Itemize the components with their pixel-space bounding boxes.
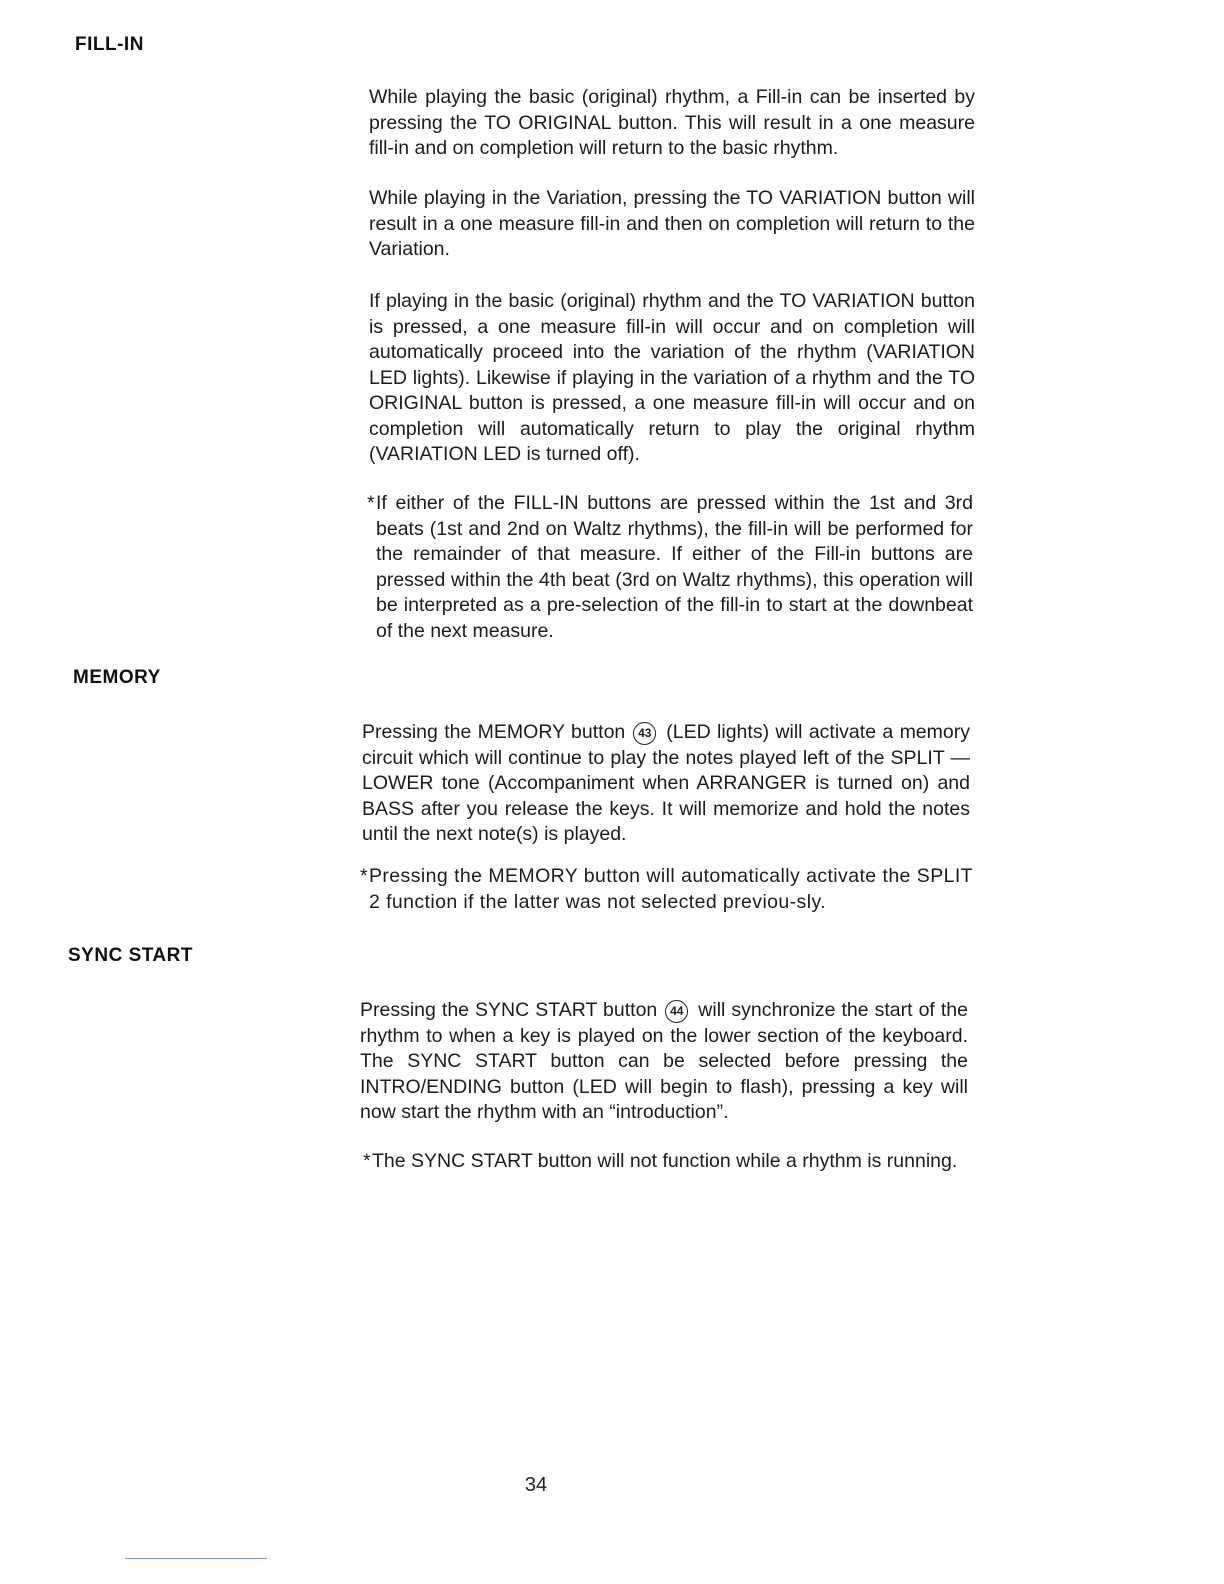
note-asterisk: * bbox=[367, 492, 375, 514]
sync-start-paragraph bbox=[360, 998, 968, 1126]
page-number: 34 bbox=[524, 1474, 548, 1496]
sync-start-heading: SYNC START bbox=[68, 945, 193, 966]
memory-heading: MEMORY bbox=[73, 667, 161, 688]
sync-start-note bbox=[354, 1149, 968, 1175]
sync-start-paragraph-end: will synchronize the start of the rhythm to when a key is played on the lower section of the keyboard. The SYNC START button can be selected before pressing the INTRO/ENDING button (LED will begin to flash), pressing a key will now start the rhythm with an “introduction”. bbox=[360, 999, 968, 1123]
memory-note bbox=[351, 864, 973, 915]
sync-start-paragraph-start: Pressing the SYNC START button bbox=[360, 999, 658, 1021]
button-number-44-badge: 44 bbox=[665, 1000, 688, 1023]
memory-paragraph bbox=[362, 720, 970, 848]
memory-paragraph-end: (LED lights) will activate a memory circuit which will continue to play the notes played left of the SPLIT — LOWER tone (Accompaniment when ARRANGER is turned on) and BASS after you release the keys. It will memorize and hold the notes until the next note(s) is played. bbox=[362, 721, 970, 845]
fill-in-note-text: If either of the FILL-IN buttons are pressed within the 1st and 3rd beats (1st and 2nd on Waltz rhythms), the fill-in will be performed for the remainder of that measure. If either of the Fill-in buttons are pressed within the 4th beat (3rd on Waltz rhythms), this operation will be interpreted as a pre-selection of the fill-in to start at the downbeat of the next measure. bbox=[376, 492, 973, 642]
note-asterisk: * bbox=[360, 865, 368, 887]
fill-in-paragraph-2: While playing in the Variation, pressing the TO VARIATION button will result in a one measure fill-in and then on completion will return to the Variation. bbox=[369, 187, 975, 260]
footer-rule bbox=[125, 1558, 267, 1559]
fill-in-heading: FILL-IN bbox=[75, 34, 144, 55]
memory-paragraph-start: Pressing the MEMORY button bbox=[362, 721, 626, 743]
button-number-43-badge: 43 bbox=[633, 722, 656, 745]
fill-in-paragraph-3: If playing in the basic (original) rhythm and the TO VARIATION button is pressed, a one measure fill-in will occur and on completion will automatically proceed into the variation of the rhythm (VARIATION LED lights). Likewise if playing in the variation of a rhythm and the TO ORIGINAL button is pressed, a one measure fill-in will occur and on completion will automatically return to play the original rhythm (VARIATION LED is turned off). bbox=[369, 290, 975, 465]
fill-in-paragraph-1: While playing the basic (original) rhythm, a Fill-in can be inserted by pressing the TO ORIGINAL button. This will result in a one measure fill-in and on completion will return to the basic rhythm. bbox=[369, 86, 975, 159]
note-asterisk: * bbox=[363, 1150, 371, 1172]
sync-start-note-text: The SYNC START button will not function while a rhythm is running. bbox=[372, 1150, 958, 1172]
fill-in-note bbox=[358, 491, 973, 644]
memory-note-text: Pressing the MEMORY button will automatically activate the SPLIT 2 function if the latter was not selected previou-sly. bbox=[369, 865, 973, 913]
